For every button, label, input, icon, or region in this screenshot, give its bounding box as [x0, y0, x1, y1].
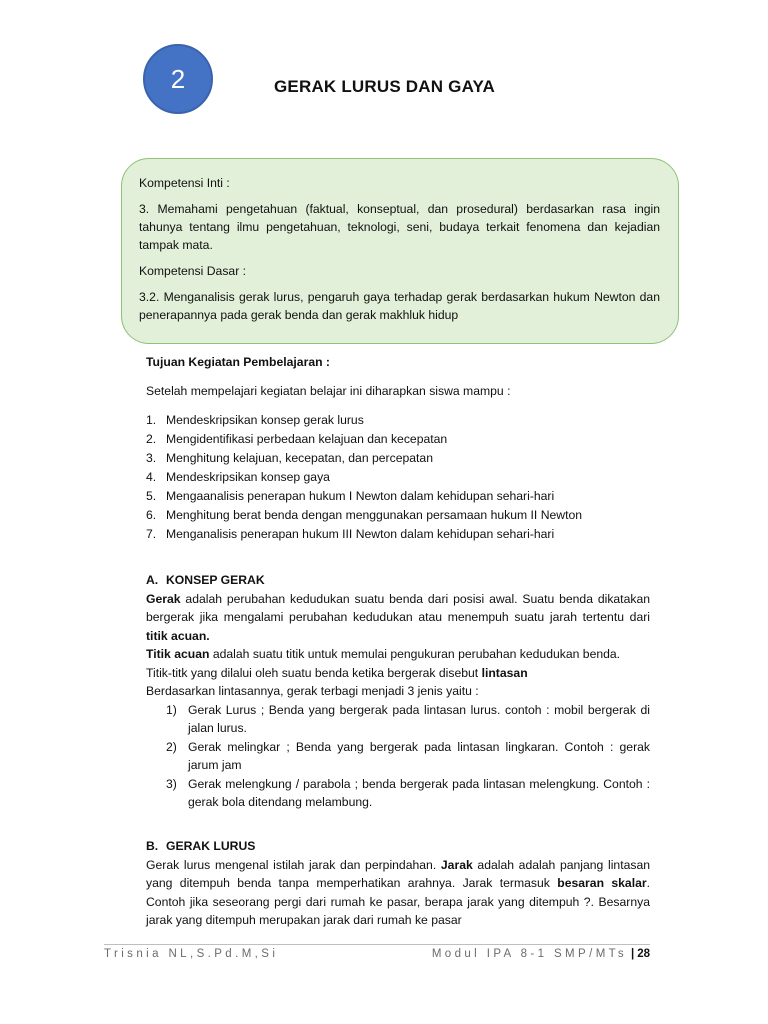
objectives-intro: Setelah mempelajari kegiatan belajar ini diharapkan siswa mampu : [146, 383, 511, 398]
list-item: 2. Mengidentifikasi perbedaan kelajuan dan kecepatan [146, 432, 448, 446]
section-b-paragraph: Gerak lurus mengenal istilah jarak dan perpindahan. Jarak adalah adalah panjang lintasan yang ditempuh benda tanpa memperhatikan arahnya. Jarak termasuk besaran skalar. Contoh jika seseorang pergi dari rumah ke pasar, berapa jarak yang ditempuh ?. Besarnya jarak yang ditempuh merupakan jarak dari rumah ke pasar [146, 857, 651, 927]
list-item: 5. Mengaanalisis penerapan hukum I Newton dalam kehidupan sehari-hari [146, 489, 555, 503]
footer-separator: | [630, 948, 635, 960]
footer-module-name: Modul IPA 8-1 SMP/MTs [431, 948, 627, 960]
core-competence-text: 3. Memahami pengetahuan (faktual, konseptual, dan prosedural) berdasarkan rasa ingin tahunya tentang ilmu pengetahuan, teknologi, seni, budaya terkait fenomena dan kejadian tampak mata. [139, 202, 660, 252]
section-b-gerak-lurus [146, 837, 650, 930]
list-item: 1. Mendeskripsikan konsep gerak lurus [146, 413, 364, 427]
section-a-paragraph-1: Gerak adalah perubahan kedudukan suatu benda dari posisi awal. Suatu benda dikatakan bergerak jika mengalami perubahan kedudukan atau menempuh suatu jarah tertentu dari titik acuan. [146, 591, 650, 643]
core-competence-label: Kompetensi Inti : [139, 176, 230, 190]
objectives-heading: Tujuan Kegiatan Pembelajaran : [146, 355, 330, 369]
chapter-title: GERAK LURUS DAN GAYA [274, 77, 495, 96]
section-b-heading: B. GERAK LURUS [146, 839, 256, 853]
section-a-konsep-gerak [146, 571, 650, 812]
list-item: 2) Gerak melingkar ; Benda yang bergerak pada lintasan lingkaran. Contoh : gerak jarum jam [166, 739, 650, 772]
section-a-paragraph-3: Titik-titk yang dilalui oleh suatu benda ketika bergerak disebut lintasan [146, 665, 528, 680]
objectives-list [146, 411, 650, 544]
section-a-paragraph-4: Berdasarkan lintasannya, gerak terbagi menjadi 3 jenis yaitu : [146, 684, 479, 698]
section-a-heading: A. KONSEP GERAK [146, 573, 265, 587]
list-item: 1) Gerak Lurus ; Benda yang bergerak pada lintasan lurus. contoh : mobil bergerak di jalan lurus. [166, 702, 650, 735]
chapter-number-badge: 2 [143, 44, 213, 114]
list-item: 7. Menganalisis penerapan hukum III Newton dalam kehidupan sehari-hari [146, 527, 555, 541]
objectives-section [146, 353, 650, 544]
basic-competence-text: 3.2. Menganalisis gerak lurus, pengaruh gaya terhadap gerak berdasarkan hukum Newton dan penerapannya pada gerak benda dan gerak makhluk hidup [139, 290, 660, 322]
list-item: 6. Menghitung berat benda dengan menggunakan persamaan hukum II Newton [146, 508, 583, 522]
page-number: 28 [637, 948, 650, 960]
footer-module-info [432, 948, 650, 960]
motion-types-list [166, 701, 650, 812]
list-item: 3. Menghitung kelajuan, kecepatan, dan percepatan [146, 451, 433, 465]
list-item: 3) Gerak melengkung / parabola ; benda bergerak pada lintasan melengkung. Contoh : gerak bola ditendang melambung. [166, 776, 650, 809]
footer-author: Trisnia NL,S.Pd.M,Si [104, 948, 279, 960]
footer-divider [104, 944, 650, 945]
section-a-paragraph-2: Titik acuan adalah suatu titik untuk memulai pengukuran perubahan kedudukan benda. [146, 647, 621, 661]
basic-competence-label: Kompetensi Dasar : [139, 264, 247, 278]
list-item: 4. Mendeskripsikan konsep gaya [146, 470, 330, 484]
competence-box [121, 158, 679, 344]
